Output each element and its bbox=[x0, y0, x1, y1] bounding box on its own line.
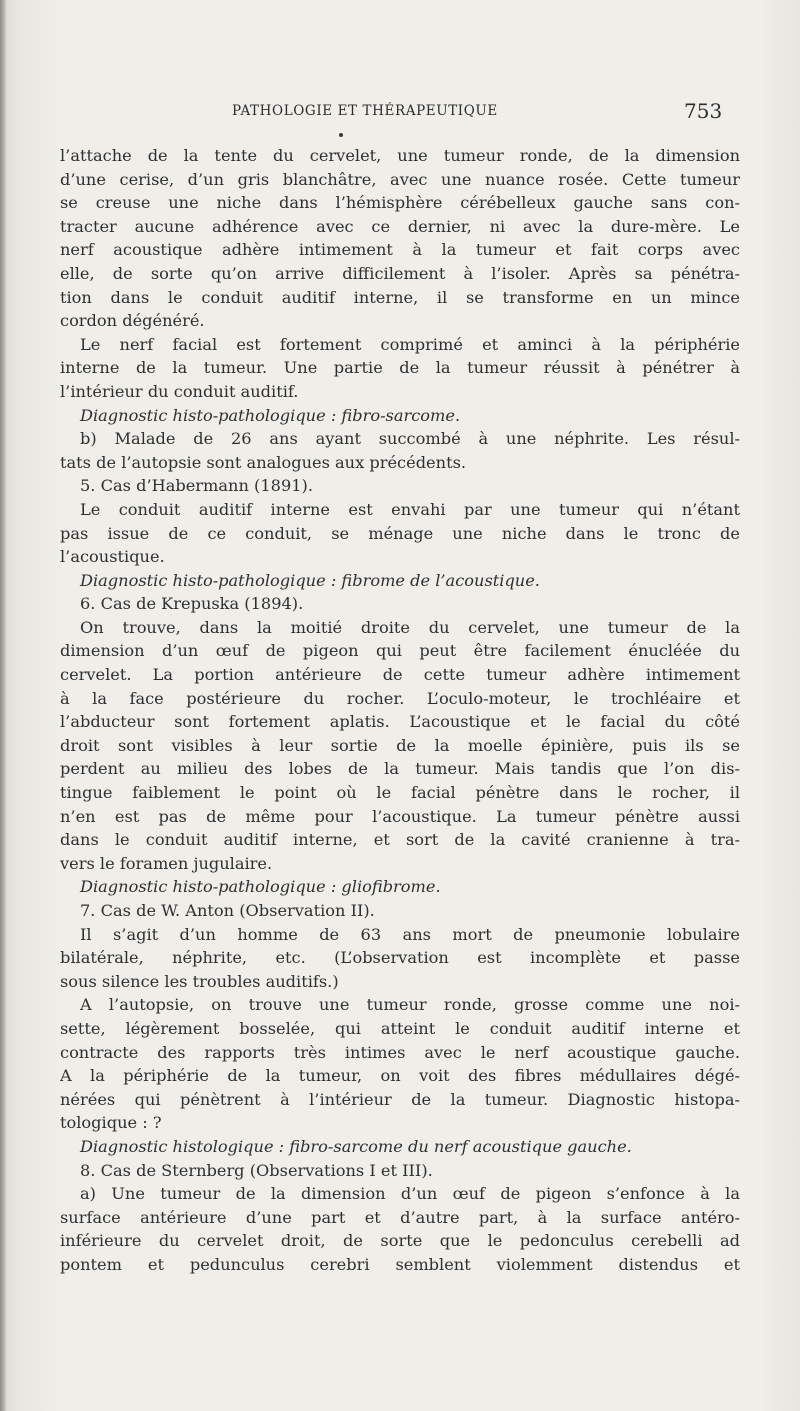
diagnostic-line: Diagnostic histo-pathologique : gliofibrome. bbox=[80, 877, 441, 897]
text-line: l’abducteur sont fortement aplatis. L’acoustique et le facial du côté bbox=[60, 712, 740, 732]
text-line: 5. Cas d’Habermann (1891). bbox=[80, 476, 314, 496]
text-line: bilatérale, néphrite, etc. (L’observation est incomplète et passe bbox=[60, 948, 740, 968]
text-line: 7. Cas de W. Anton (Observation II). bbox=[80, 901, 375, 920]
text-line: sette, légèrement bosselée, qui atteint le conduit auditif interne et bbox=[60, 1018, 740, 1038]
text-line: 6. Cas de Krepuska (1894). bbox=[80, 594, 304, 614]
text-line: Le nerf facial est fortement comprimé et aminci à la périphérie bbox=[80, 334, 740, 354]
text-line: n’en est pas de même pour l’acoustique. La tumeur pénètre aussi bbox=[60, 806, 740, 826]
running-head: PATHOLOGIE ET THÉRAPEUTIQUE bbox=[232, 103, 498, 119]
page-spine-shadow bbox=[0, 0, 6, 1411]
text-line: interne de la tumeur. Une partie de la tumeur réussit à pénétrer à bbox=[60, 358, 740, 378]
page-header bbox=[0, 99, 800, 127]
text-line: A l’autopsie, on trouve une tumeur ronde, grosse comme une noi- bbox=[80, 995, 740, 1015]
text-line: Il s’agit d’un homme de 63 ans mort de pneumonie lobulaire bbox=[80, 924, 740, 944]
text-line: pas issue de ce conduit, se ménage une niche dans le tronc de bbox=[60, 523, 740, 543]
diagnostic-line: Diagnostic histologique : fibro-sarcome du nerf acoustique gauche. bbox=[80, 1136, 632, 1156]
text-line: d’une cerise, d’un gris blanchâtre, avec une nuance rosée. Cette tumeur bbox=[60, 169, 740, 189]
text-line: surface antérieure d’une part et d’autre part, à la surface antéro- bbox=[60, 1207, 740, 1227]
text-line: cordon dégénéré. bbox=[60, 311, 205, 331]
text-line: elle, de sorte qu’on arrive difficilement à l’isoler. Après sa pénétra- bbox=[60, 263, 740, 283]
text-line: nerf acoustique adhère intimement à la tumeur et fait corps avec bbox=[60, 240, 740, 260]
text-line: tologique : ? bbox=[60, 1113, 162, 1133]
text-line: tracter aucune adhérence avec ce dernier, ni avec la dure-mère. Le bbox=[60, 216, 740, 236]
text-line: l’intérieur du conduit auditif. bbox=[60, 381, 299, 401]
diagnostic-line: Diagnostic histo-pathologique : fibrome de l’acoustique. bbox=[80, 570, 540, 590]
text-line: dans le conduit auditif interne, et sort de la cavité cranienne à tra- bbox=[60, 830, 740, 850]
text-line: On trouve, dans la moitié droite du cervelet, une tumeur de la bbox=[80, 617, 740, 637]
text-line: dimension d’un œuf de pigeon qui peut être facilement énucléée du bbox=[60, 641, 740, 661]
text-line: l’acoustique. bbox=[60, 547, 165, 567]
text-line: l’attache de la tente du cervelet, une tumeur ronde, de la dimension bbox=[60, 146, 740, 165]
text-line: vers le foramen jugulaire. bbox=[60, 853, 273, 873]
text-line: a) Une tumeur de la dimension d’un œuf de pigeon s’enfonce à la bbox=[80, 1184, 740, 1204]
text-line: 8. Cas de Sternberg (Observations I et III). bbox=[80, 1160, 433, 1180]
text-line: nérées qui pénètrent à l’intérieur de la tumeur. Diagnostic histopa- bbox=[60, 1089, 740, 1109]
text-line: droit sont visibles à leur sortie de la moelle épinière, puis ils se bbox=[60, 735, 740, 755]
text-line: Le conduit auditif interne est envahi par une tumeur qui n’étant bbox=[80, 499, 740, 519]
text-line: tats de l’autopsie sont analogues aux précédents. bbox=[60, 452, 467, 472]
body-text bbox=[60, 144, 740, 1277]
text-line: tion dans le conduit auditif interne, il se transforme en un mince bbox=[60, 287, 740, 307]
text-line: cervelet. La portion antérieure de cette tumeur adhère intimement bbox=[60, 665, 740, 685]
text-line: perdent au milieu des lobes de la tumeur. Mais tandis que l’on dis- bbox=[60, 759, 740, 779]
text-line: se creuse une niche dans l’hémisphère cérébelleux gauche sans con- bbox=[60, 193, 740, 213]
text-line: tingue faiblement le point où le facial pénètre dans le rocher, il bbox=[60, 783, 740, 803]
page-number: 753 bbox=[684, 99, 723, 123]
text-line: à la face postérieure du rocher. L’oculo-moteur, le trochléaire et bbox=[60, 688, 740, 708]
text-line: b) Malade de 26 ans ayant succombé à une néphrite. Les résul- bbox=[80, 429, 740, 449]
text-line: pontem et pedunculus cerebri semblent violemment distendus et bbox=[60, 1254, 740, 1274]
diagnostic-line: Diagnostic histo-pathologique : fibro-sarcome. bbox=[80, 405, 461, 425]
text-line: A la périphérie de la tumeur, on voit des fibres médullaires dégé- bbox=[60, 1066, 740, 1086]
text-line: inférieure du cervelet droit, de sorte que le pedonculus cerebelli ad bbox=[60, 1231, 740, 1251]
text-line: contracte des rapports très intimes avec le nerf acoustique gauche. bbox=[60, 1042, 740, 1062]
text-line: sous silence les troubles auditifs.) bbox=[60, 971, 339, 991]
ink-speck bbox=[339, 133, 343, 137]
